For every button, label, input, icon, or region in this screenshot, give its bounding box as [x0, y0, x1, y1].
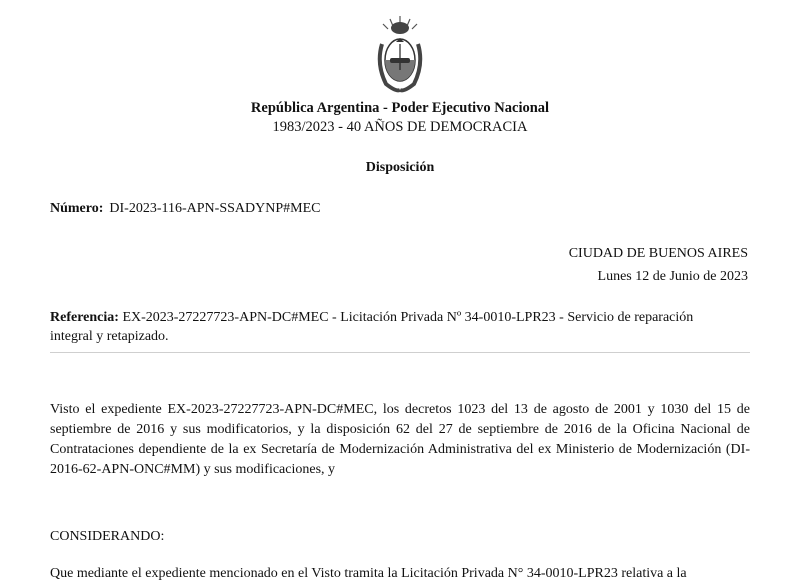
considerando-heading: CONSIDERANDO: [50, 529, 165, 544]
numero-label: Número: [50, 201, 104, 216]
referencia-text: EX-2023-27227723-APN-DC#MEC - Licitación Privada Nº 34-0010-LPR23 - Servicio de reparación integral y retapizado. [50, 310, 694, 344]
considerando-paragraph: Que mediante el expediente mencionado en el Visto tramita la Licitación Privada N° 34-0010-LPR23 relativa a la [50, 566, 687, 581]
header-title: República Argentina - Poder Ejecutivo Nacional [250, 100, 550, 116]
document-reference [50, 308, 710, 346]
document-type-title: Disposición [365, 160, 435, 175]
visto-paragraph: Visto el expediente EX-2023-27227723-APN-DC#MEC, los decretos 1023 del 13 de agosto de 2001 y 1030 del 15 de septiembre de 2016 y sus modificatorios, y la disposición 62 del 27 de septiembre de 2016 de la Oficina Nacional de Contrataciones dependiente de la ex Secretaría de Modernización Administrativa del ex Ministerio de Modernización (DI-2016-62-APN-ONC#MM) y sus modificaciones, y [50, 402, 750, 477]
header-subtitle: 1983/2023 - 40 AÑOS DE DEMOCRACIA [272, 119, 528, 135]
divider [50, 352, 750, 353]
document-date: Lunes 12 de Junio de 2023 [597, 269, 748, 284]
numero-value: DI-2023-116-APN-SSADYNP#MEC [109, 201, 321, 216]
document-city: CIUDAD DE BUENOS AIRES [568, 246, 748, 261]
referencia-label: Referencia: [50, 310, 119, 325]
document-number [50, 201, 320, 217]
coat-of-arms-icon [372, 14, 428, 94]
